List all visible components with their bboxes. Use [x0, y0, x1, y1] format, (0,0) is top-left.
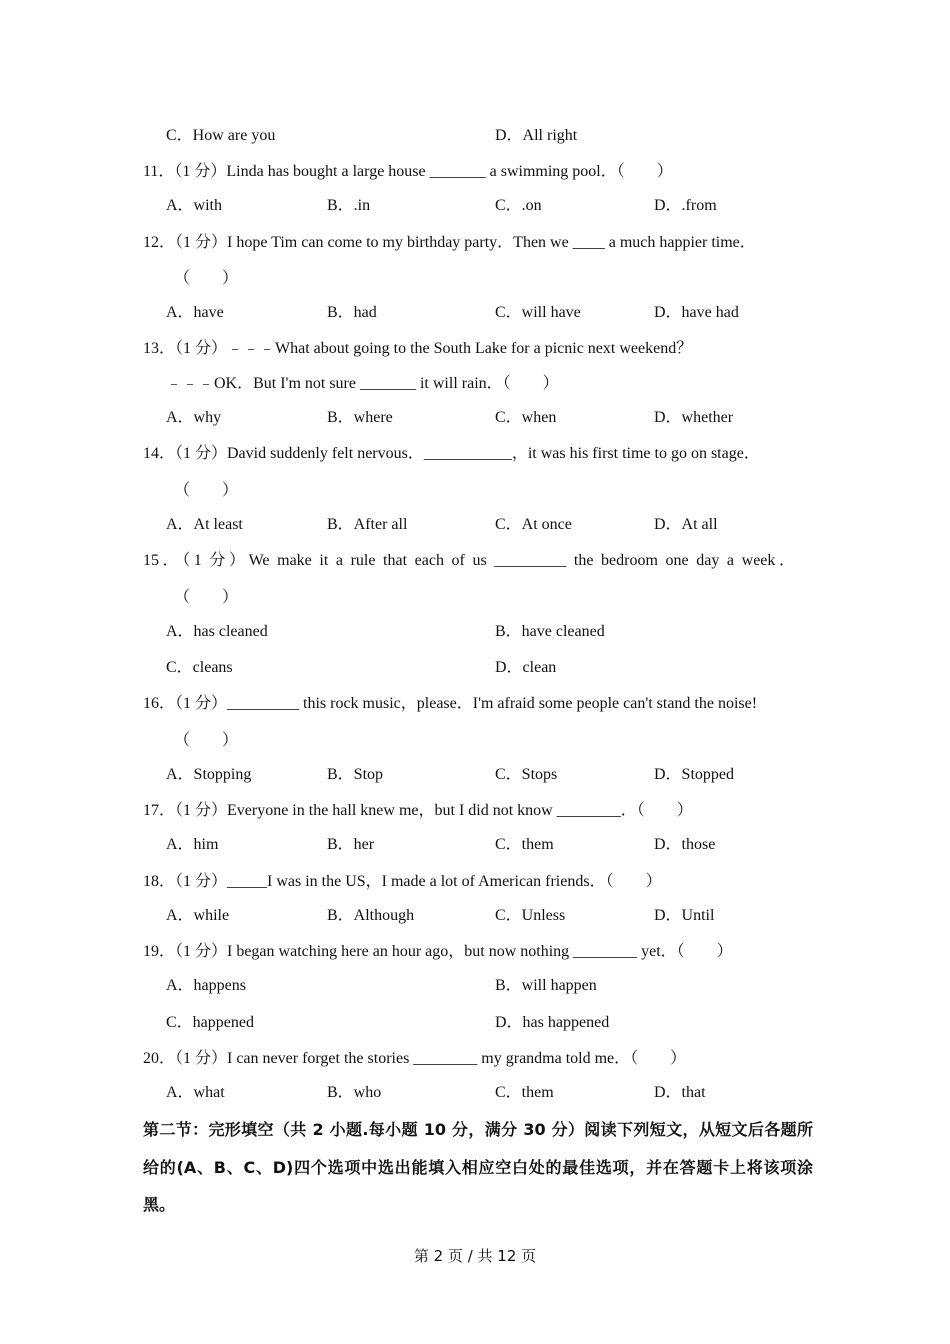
q12-option-a: A．have: [166, 304, 224, 321]
q11-option-d: D．.from: [654, 197, 717, 214]
q15-stem: 15．（1 分）We make it a rule that each of us _________ the bedroom one day a week．: [143, 552, 795, 569]
q18-option-b: B．Although: [327, 907, 415, 924]
q12-option-b: B．had: [327, 304, 377, 321]
q17-stem: 17．（1 分）Everyone in the hall knew me，but I did not know ________．（ ）: [143, 802, 693, 819]
q14-stem: 14．（1 分）David suddenly felt nervous．___________，it was his first time to go on stage．: [143, 445, 760, 462]
section2-instructions: 第二节：完形填空（共 2 小题.每小题 10 分，满分 30 分）阅读下列短文，从短文后各题所给的(A、B、C、D)四个选项中选出能填入相应空白处的最佳选项，并在答题卡上将该项涂黑。: [143, 1120, 813, 1214]
q18-stem: 18．（1 分）_____I was in the US，I made a lot of American friends．（ ）: [143, 873, 662, 890]
q17-option-c: C．them: [495, 836, 554, 853]
q18-option-d: D．Until: [654, 907, 715, 924]
q11-option-a: A．with: [166, 197, 223, 214]
q14-option-d: D．At all: [654, 516, 718, 533]
q19-option-a: A．happens: [166, 977, 246, 994]
q13-stem: 13．（1 分）﹣﹣﹣What about going to the South Lake for a picnic next weekend？: [143, 340, 693, 357]
q12-option-d: D．have had: [654, 304, 739, 321]
q15-answer-paren: （ ）: [174, 589, 239, 606]
q13-option-c: C．when: [495, 409, 557, 426]
q11-option-b: B．.in: [327, 197, 371, 214]
q14-option-b: B．After all: [327, 516, 408, 533]
q16-answer-paren: （ ）: [174, 732, 239, 749]
q12-answer-paren: （ ）: [174, 270, 239, 287]
q15-option-d: D．clean: [495, 659, 557, 676]
q10-option-d: D．All right: [495, 127, 578, 144]
q16-option-a: A．Stopping: [166, 766, 252, 783]
q14-option-c: C．At once: [495, 516, 572, 533]
q11-stem: 11．（1 分）Linda has bought a large house _______ a swimming pool．（ ）: [143, 163, 673, 180]
page-number: 第 2 页 / 共 12 页: [413, 1247, 537, 1265]
q13-stem-line2: ﹣﹣﹣OK．But I'm not sure _______ it will rain．（ ）: [166, 375, 559, 392]
q17-option-a: A．him: [166, 836, 219, 853]
q19-option-c: C．happened: [166, 1014, 254, 1031]
q11-option-c: C．.on: [495, 197, 542, 214]
q16-option-b: B．Stop: [327, 766, 384, 783]
q16-option-c: C．Stops: [495, 766, 558, 783]
q20-option-c: C．them: [495, 1084, 554, 1101]
q20-option-a: A．what: [166, 1084, 225, 1101]
q13-option-d: D．whether: [654, 409, 734, 426]
q18-option-a: A．while: [166, 907, 230, 924]
q19-option-d: D．has happened: [495, 1014, 610, 1031]
q17-option-b: B．her: [327, 836, 375, 853]
q14-answer-paren: （ ）: [174, 482, 239, 499]
q20-option-d: D．that: [654, 1084, 706, 1101]
q12-option-c: C．will have: [495, 304, 581, 321]
q14-option-a: A．At least: [166, 516, 243, 533]
q10-option-c: C．How are you: [166, 127, 276, 144]
q15-option-b: B．have cleaned: [495, 623, 605, 640]
q19-stem: 19．（1 分）I began watching here an hour ago，but now nothing ________ yet．（ ）: [143, 943, 733, 960]
q15-option-c: C．cleans: [166, 659, 233, 676]
q19-option-b: B．will happen: [495, 977, 597, 994]
q16-stem: 16．（1 分）_________ this rock music，please．I'm afraid some people can't stand the noise!: [143, 695, 758, 712]
q13-option-b: B．where: [327, 409, 393, 426]
q20-option-b: B．who: [327, 1084, 382, 1101]
q17-option-d: D．those: [654, 836, 716, 853]
q20-stem: 20．（1 分）I can never forget the stories ________ my grandma told me．（ ）: [143, 1050, 687, 1067]
q13-option-a: A．why: [166, 409, 222, 426]
q18-option-c: C．Unless: [495, 907, 566, 924]
q15-option-a: A．has cleaned: [166, 623, 268, 640]
q12-stem: 12．（1 分）I hope Tim can come to my birthday party．Then we ____ a much happier time．: [143, 234, 756, 251]
q16-option-d: D．Stopped: [654, 766, 735, 783]
